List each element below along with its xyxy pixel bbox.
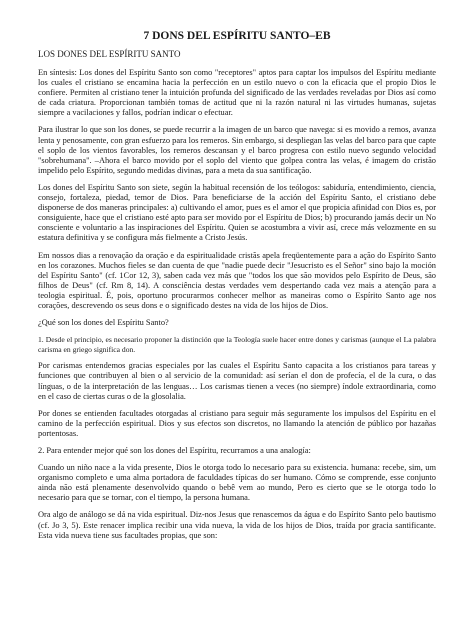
paragraph-boat-analogy: Para ilustrar lo que son los dones, se puede recurrir a la imagen de un barco que navega: si es movido a remos, avanza lenta y penosamente, con gran esfuerzo para los remeros. Sin embargo, si despliegan las velas del barco para que capte el soplo de los vientos favorables, los remeros descansan y el barco progresa con estilo nuevo segundo velocidad "sobrehumana". –Ahora el barco movido por el soplo del viento que golpea contra las velas, é imagem do cristão impelido pelo Espírito, segundo medidas divinas, para a meta da sua santificação. xyxy=(38,125,436,175)
paragraph-charisms: Por carismas entendemos gracias especiales por las cuales el Espíritu Santo capacita a los cristianos para tareas y funciones que contribuyen al bien o al servicio de la comunidad: así serían el don de profecía, el de la cura, o das línguas, o de la interpretación de las lenguas… Los carismas tienen a veces (no siempre) índole extraordinaria, como en el caso de ciertas curas o de la glosolalia. xyxy=(38,361,436,401)
document-subtitle: LOS DONES DEL ESPÍRITU SANTO xyxy=(38,49,181,59)
section-question: ¿Qué son los dones del Espíritu Santo? xyxy=(38,318,169,328)
paragraph-gifts-definition: Por dones se entienden facultades otorgadas al cristiano para seguir más seguramente los impulsos del Espíritu en el camino de la perfección espiritual. Dios y sus efectos son discretos, no llamando la atención de público por hazañas portentosas. xyxy=(38,408,436,438)
paragraph-spiritual-life: Ora algo de análogo se dá na vida espiritual. Diz-nos Jesus que renascemos da água e do Espírito Santo pelo bautismo (cf. Jo 3, 5). Este renacer implica recibir una vida nueva, la vida de los hijos de Dios, traída por gracia santificante. Esta vida nueva tiene sus facultades propias, que son: xyxy=(38,510,436,540)
paragraph-distinction: 1. Desde el principio, es necesario proponer la distinción que la Teología suele hacer entre dones y carismas (aunque el La palabra carisma en griego significa don. xyxy=(38,335,436,354)
paragraph-renewal: Em nossos dias a renovação da oração e da espiritualidade cristãs apela freqüentemente para a ação do Espírito Santo en los corazones. Muchos fieles se dan cuenta de que "nadie puede decir "Jesucristo es el Señor" sino bajo la moción del Espíritu Santo" (cf. 1Cor 12, 3), saben cada vez más que "todos los que são movidos pelo Espírito de Deus, são filhos de Deus" (cf. Rm 8, 14). A consciência destas verdades vem despertando cada vez mais a atenção para a teologia espiritual. É, pois, oportuno procurarmos conhecer melhor as maneiras como o Espírito Santo age nos corações, descrevendo os seus dons e o significado destes na vida de los hijos de Dios. xyxy=(38,250,436,310)
document-title: 7 DONS DEL ESPÍRITU SANTO–EB xyxy=(143,30,331,42)
paragraph-synthesis: En síntesis: Los dones del Espíritu Santo son como "receptores" aptos para captar los impulsos del Espíritu mediante los cuales el cristiano se encamina hacia la perfección en un estilo nuevo o con la eficacia que el propio Dios le confiere. Permiten al cristiano tener la intuición profunda del significado de las verdades reveladas por Dios así como de cada criatura. Proporcionan también tomas de actitud que ni la razón natural ni las virtudes humanas, sujetas siempre a vacilaciones y fallos, podrían indicar o efectuar. xyxy=(38,68,436,118)
paragraph-seven-gifts: Los dones del Espíritu Santo son siete, según la habitual recensión de los teólogos: sabiduría, entendimiento, ciencia, consejo, fortaleza, piedad, temor de Dios. Para beneficiarse de la acción del Espíritu Santo, el cristiano debe disponerse de dos maneras principales: a) cultivando el amor, pues es el amor el que propicia afinidad con Dios es, por consiguiente, hace que el cristiano esté apto para ser movido por el Espíritu de Dios; b) procurando jamás decir un No consciente e voluntario a las inspiraciones del Espíritu. Quien se acostumbra a vivir así, crece más velozmente en su estatura definitiva y se configura más fielmente a Cristo Jesús. xyxy=(38,182,436,243)
paragraph-analogy-intro: 2. Para entender mejor qué son los dones del Espíritu, recurramos a una analogía: xyxy=(38,446,311,455)
paragraph-child-analogy: Cuando un niño nace a la vida presente, Dios le otorga todo lo necesario para su existencia. humana: recebe, sim, um organismo completo e uma alma portadora de faculdades típicas do ser humano. Cómo se comprende, esse conjunto ainda não está plenamente desenvolvido quando o bebê vem ao mundo, Pero es cierto que se le otorga todo lo necesario para que se tornar, con el tiempo, la persona humana. xyxy=(38,463,436,503)
